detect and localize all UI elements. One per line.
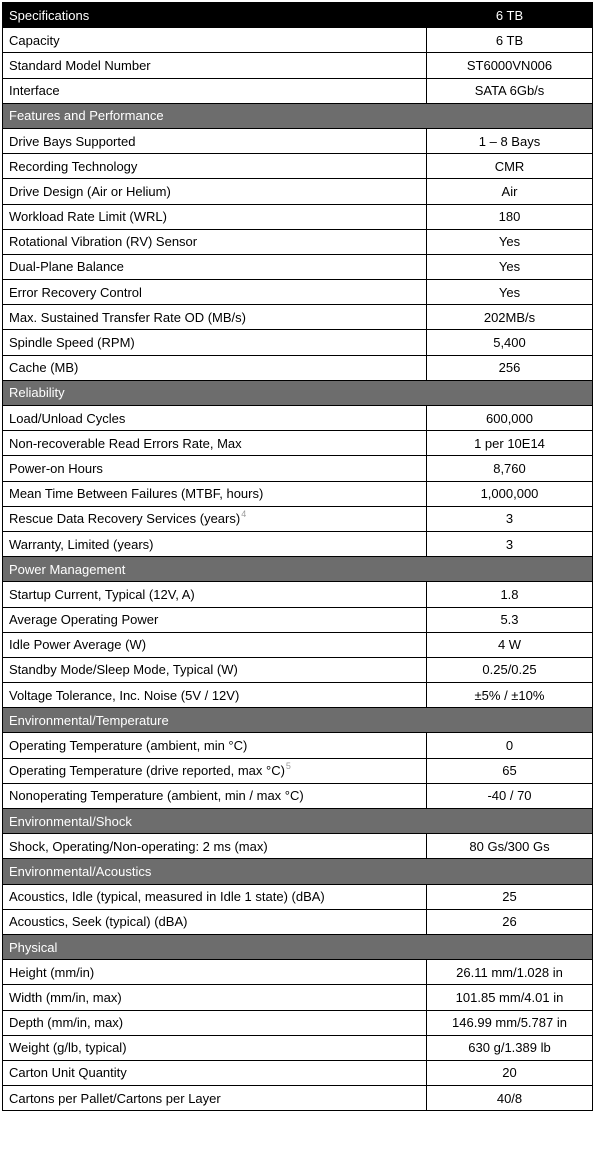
spec-label: Error Recovery Control [3, 280, 427, 305]
spec-label: Operating Temperature (ambient, min °C) [3, 733, 427, 758]
table-row [3, 733, 593, 758]
spec-value: 1,000,000 [427, 481, 593, 506]
table-row [3, 884, 593, 909]
spec-value: Yes [427, 280, 593, 305]
specifications-table [2, 2, 593, 1111]
table-row [3, 53, 593, 78]
table-row [3, 305, 593, 330]
spec-label: Rotational Vibration (RV) Sensor [3, 229, 427, 254]
table-row [3, 154, 593, 179]
footnote-marker: 4 [241, 509, 247, 520]
table-row [3, 355, 593, 380]
section-title: Environmental/Shock [3, 809, 593, 834]
table-row [3, 985, 593, 1010]
spec-label: Startup Current, Typical (12V, A) [3, 582, 427, 607]
section-title: Power Management [3, 557, 593, 582]
spec-label: Depth (mm/in, max) [3, 1010, 427, 1035]
capacity-column-header: 6 TB [427, 3, 593, 28]
section-title: Physical [3, 934, 593, 959]
table-row [3, 758, 593, 783]
table-row [3, 582, 593, 607]
table-title: Specifications [3, 3, 427, 28]
spec-value: 80 Gs/300 Gs [427, 834, 593, 859]
section-header-acoustics [3, 859, 593, 884]
spec-value: -40 / 70 [427, 783, 593, 808]
spec-label: Nonoperating Temperature (ambient, min / max °C) [3, 783, 427, 808]
spec-label: Drive Design (Air or Helium) [3, 179, 427, 204]
spec-label: Standby Mode/Sleep Mode, Typical (W) [3, 657, 427, 682]
spec-value: 0.25/0.25 [427, 657, 593, 682]
spec-value: ST6000VN006 [427, 53, 593, 78]
spec-label: Workload Rate Limit (WRL) [3, 204, 427, 229]
table-row [3, 431, 593, 456]
spec-value: 1 per 10E14 [427, 431, 593, 456]
spec-label: Non-recoverable Read Errors Rate, Max [3, 431, 427, 456]
spec-label: Capacity [3, 28, 427, 53]
spec-value: ±5% / ±10% [427, 683, 593, 708]
section-title: Environmental/Temperature [3, 708, 593, 733]
spec-label-with-note [3, 506, 427, 531]
spec-value: 26.11 mm/1.028 in [427, 960, 593, 985]
table-row [3, 204, 593, 229]
spec-value: 8,760 [427, 456, 593, 481]
table-row [3, 78, 593, 103]
spec-label-text: Operating Temperature (drive reported, max °C) [9, 763, 285, 779]
table-row [3, 28, 593, 53]
spec-value: 25 [427, 884, 593, 909]
spec-value: 180 [427, 204, 593, 229]
spec-value: 1 – 8 Bays [427, 128, 593, 153]
spec-value: 202MB/s [427, 305, 593, 330]
table-row [3, 254, 593, 279]
spec-label: Standard Model Number [3, 53, 427, 78]
table-row [3, 1060, 593, 1085]
spec-label: Recording Technology [3, 154, 427, 179]
spec-value: 5.3 [427, 607, 593, 632]
spec-label: Max. Sustained Transfer Rate OD (MB/s) [3, 305, 427, 330]
table-row [3, 834, 593, 859]
spec-label: Width (mm/in, max) [3, 985, 427, 1010]
spec-label: Average Operating Power [3, 607, 427, 632]
spec-label: Voltage Tolerance, Inc. Noise (5V / 12V) [3, 683, 427, 708]
table-row [3, 960, 593, 985]
spec-label-with-note [3, 758, 427, 783]
table-row [3, 128, 593, 153]
footnote-marker: 5 [285, 761, 291, 772]
spec-label: Mean Time Between Failures (MTBF, hours) [3, 481, 427, 506]
section-header-physical [3, 934, 593, 959]
table-row [3, 1086, 593, 1111]
spec-label: Shock, Operating/Non-operating: 2 ms (max) [3, 834, 427, 859]
table-title-row [3, 3, 593, 28]
table-row [3, 657, 593, 682]
spec-label: Load/Unload Cycles [3, 406, 427, 431]
spec-label: Cache (MB) [3, 355, 427, 380]
spec-value: 5,400 [427, 330, 593, 355]
spec-label: Drive Bays Supported [3, 128, 427, 153]
table-row [3, 330, 593, 355]
section-header-features [3, 103, 593, 128]
section-title: Environmental/Acoustics [3, 859, 593, 884]
spec-value: SATA 6Gb/s [427, 78, 593, 103]
spec-label-text: Rescue Data Recovery Services (years) [9, 511, 241, 527]
spec-value: Yes [427, 254, 593, 279]
spec-label: Acoustics, Seek (typical) (dBA) [3, 909, 427, 934]
spec-label: Interface [3, 78, 427, 103]
section-title: Reliability [3, 380, 593, 405]
table-row [3, 456, 593, 481]
spec-label: Warranty, Limited (years) [3, 531, 427, 556]
spec-value: 600,000 [427, 406, 593, 431]
section-header-reliability [3, 380, 593, 405]
spec-label: Power-on Hours [3, 456, 427, 481]
table-row [3, 481, 593, 506]
table-row [3, 607, 593, 632]
table-row [3, 783, 593, 808]
table-row [3, 1035, 593, 1060]
table-row [3, 1010, 593, 1035]
spec-value: 20 [427, 1060, 593, 1085]
spec-value: Yes [427, 229, 593, 254]
section-header-power [3, 557, 593, 582]
spec-label: Carton Unit Quantity [3, 1060, 427, 1085]
spec-label: Cartons per Pallet/Cartons per Layer [3, 1086, 427, 1111]
spec-value: 1.8 [427, 582, 593, 607]
spec-value: 146.99 mm/5.787 in [427, 1010, 593, 1035]
spec-label: Dual-Plane Balance [3, 254, 427, 279]
table-row [3, 406, 593, 431]
table-row [3, 909, 593, 934]
spec-value: CMR [427, 154, 593, 179]
spec-value: 256 [427, 355, 593, 380]
table-row [3, 229, 593, 254]
table-row [3, 506, 593, 531]
spec-value: 630 g/1.389 lb [427, 1035, 593, 1060]
table-row [3, 179, 593, 204]
spec-value: 6 TB [427, 28, 593, 53]
spec-label: Acoustics, Idle (typical, measured in Idle 1 state) (dBA) [3, 884, 427, 909]
spec-value: 3 [427, 531, 593, 556]
spec-value: 65 [427, 758, 593, 783]
section-header-shock [3, 809, 593, 834]
table-row [3, 280, 593, 305]
spec-label: Idle Power Average (W) [3, 632, 427, 657]
spec-label: Spindle Speed (RPM) [3, 330, 427, 355]
spec-value: 4 W [427, 632, 593, 657]
spec-value: 26 [427, 909, 593, 934]
spec-label: Height (mm/in) [3, 960, 427, 985]
table-row [3, 531, 593, 556]
spec-value: 3 [427, 506, 593, 531]
section-header-temperature [3, 708, 593, 733]
table-row [3, 632, 593, 657]
spec-value: Air [427, 179, 593, 204]
spec-value: 101.85 mm/4.01 in [427, 985, 593, 1010]
table-row [3, 683, 593, 708]
section-title: Features and Performance [3, 103, 593, 128]
spec-label: Weight (g/lb, typical) [3, 1035, 427, 1060]
spec-value: 40/8 [427, 1086, 593, 1111]
spec-value: 0 [427, 733, 593, 758]
